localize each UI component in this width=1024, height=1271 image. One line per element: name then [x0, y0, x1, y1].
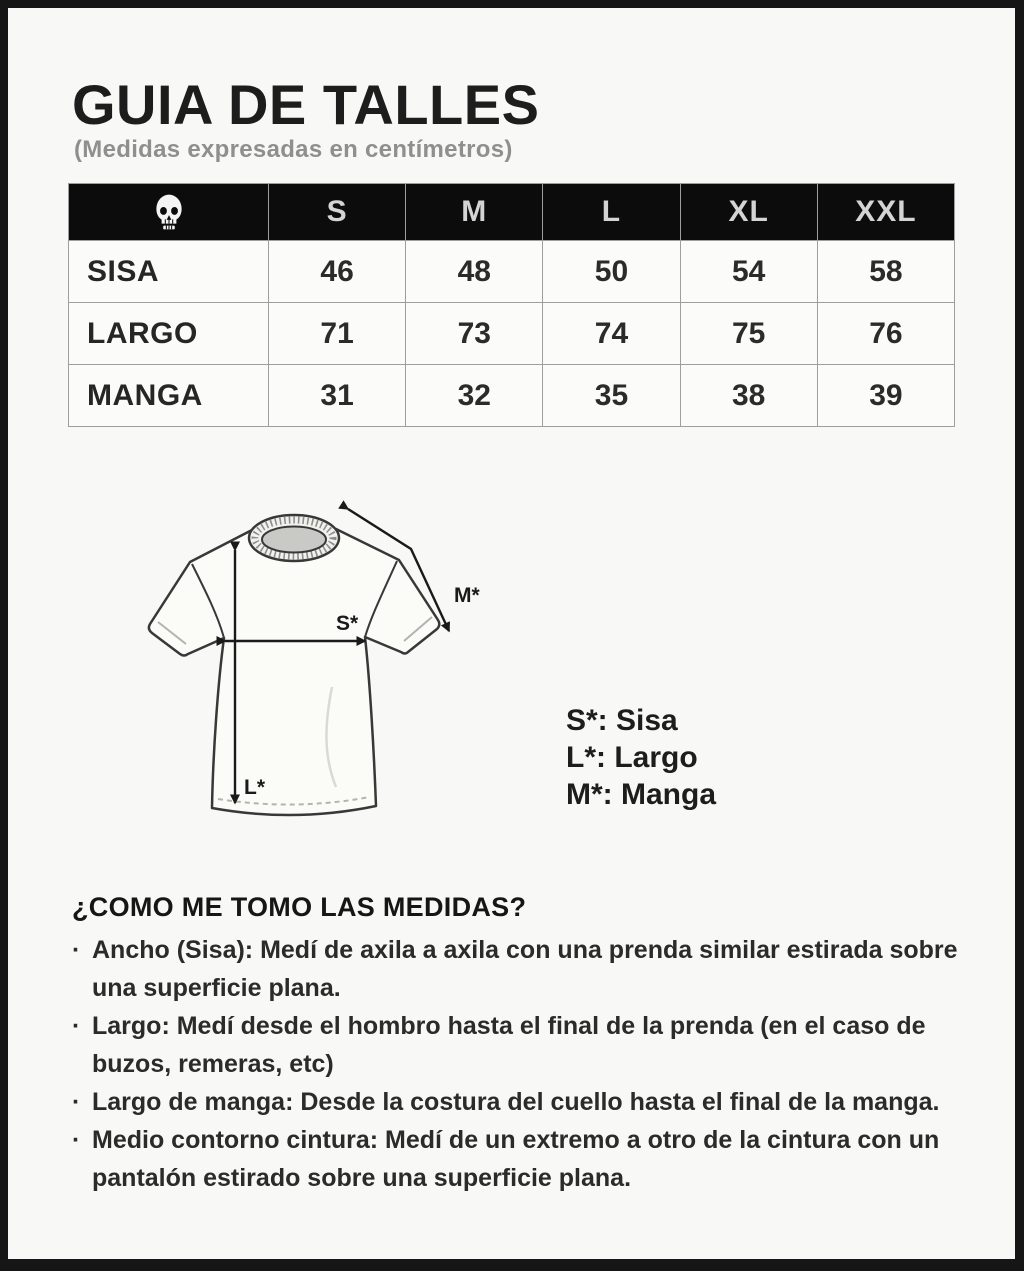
table-cell: 35 — [543, 365, 680, 427]
legend-item-largo: L*: Largo — [566, 741, 698, 775]
bullet-icon: · — [72, 1088, 81, 1116]
column-header-xl: XL — [680, 184, 817, 241]
column-header-s: S — [269, 184, 406, 241]
column-header-m: M — [406, 184, 543, 241]
instruction-item-cintura — [72, 1121, 970, 1197]
measurement-legend — [566, 702, 716, 814]
table-cell: 54 — [680, 241, 817, 303]
tshirt-outline — [149, 525, 439, 815]
legend-item-manga: M*: Manga — [566, 778, 716, 812]
table-row-manga — [69, 365, 955, 427]
instructions-section — [72, 892, 970, 1197]
table-cell: 31 — [269, 365, 406, 427]
instruction-item-ancho — [72, 931, 970, 1007]
column-header-l: L — [543, 184, 680, 241]
tshirt-measurement-diagram — [134, 492, 498, 860]
table-cell: 38 — [680, 365, 817, 427]
row-label-manga: MANGA — [69, 365, 269, 427]
row-label-sisa: SISA — [69, 241, 269, 303]
page-title: GUIA DE TALLES — [72, 73, 540, 136]
instruction-text: Largo de manga: Desde la costura del cuello hasta el final de la manga. — [92, 1088, 940, 1116]
table-cell: 50 — [543, 241, 680, 303]
column-header-xxl: XXL — [817, 184, 954, 241]
instruction-item-manga — [72, 1083, 970, 1121]
table-corner-cell — [69, 184, 269, 241]
table-row-sisa — [69, 241, 955, 303]
table-row-largo — [69, 303, 955, 365]
bullet-icon: · — [72, 936, 81, 964]
legend-item-sisa: S*: Sisa — [566, 704, 678, 737]
table-cell: 75 — [680, 303, 817, 365]
table-cell: 71 — [269, 303, 406, 365]
instruction-text: Ancho (Sisa): Medí de axila a axila con una prenda similar estirada sobre una superficie plana. — [92, 936, 958, 1002]
size-table-header-row — [69, 184, 955, 241]
table-cell: 73 — [406, 303, 543, 365]
size-table — [68, 183, 955, 427]
instruction-text: Medio contorno cintura: Medí de un extremo a otro de la cintura con un pantalón estirado sobre una superficie plana. — [92, 1126, 940, 1192]
table-cell: 74 — [543, 303, 680, 365]
diagram-label-largo: L* — [244, 776, 265, 799]
diagram-label-manga: M* — [454, 584, 480, 607]
row-label-largo: LARGO — [69, 303, 269, 365]
page-content — [8, 8, 1015, 1259]
diagram-label-sisa: S* — [336, 612, 359, 635]
bullet-icon: · — [72, 1126, 81, 1154]
page-subtitle: (Medidas expresadas en centímetros) — [74, 136, 513, 163]
table-cell: 32 — [406, 365, 543, 427]
instruction-text: Largo: Medí desde el hombro hasta el final de la prenda (en el caso de buzos, remeras, etc) — [92, 1012, 926, 1078]
table-cell: 58 — [817, 241, 954, 303]
table-cell: 76 — [817, 303, 954, 365]
table-cell: 46 — [269, 241, 406, 303]
instruction-item-largo — [72, 1007, 970, 1083]
table-cell: 39 — [817, 365, 954, 427]
instructions-heading: ¿COMO ME TOMO LAS MEDIDAS? — [72, 892, 527, 922]
bullet-icon: · — [72, 1012, 81, 1040]
skull-icon — [152, 192, 186, 232]
table-cell: 48 — [406, 241, 543, 303]
